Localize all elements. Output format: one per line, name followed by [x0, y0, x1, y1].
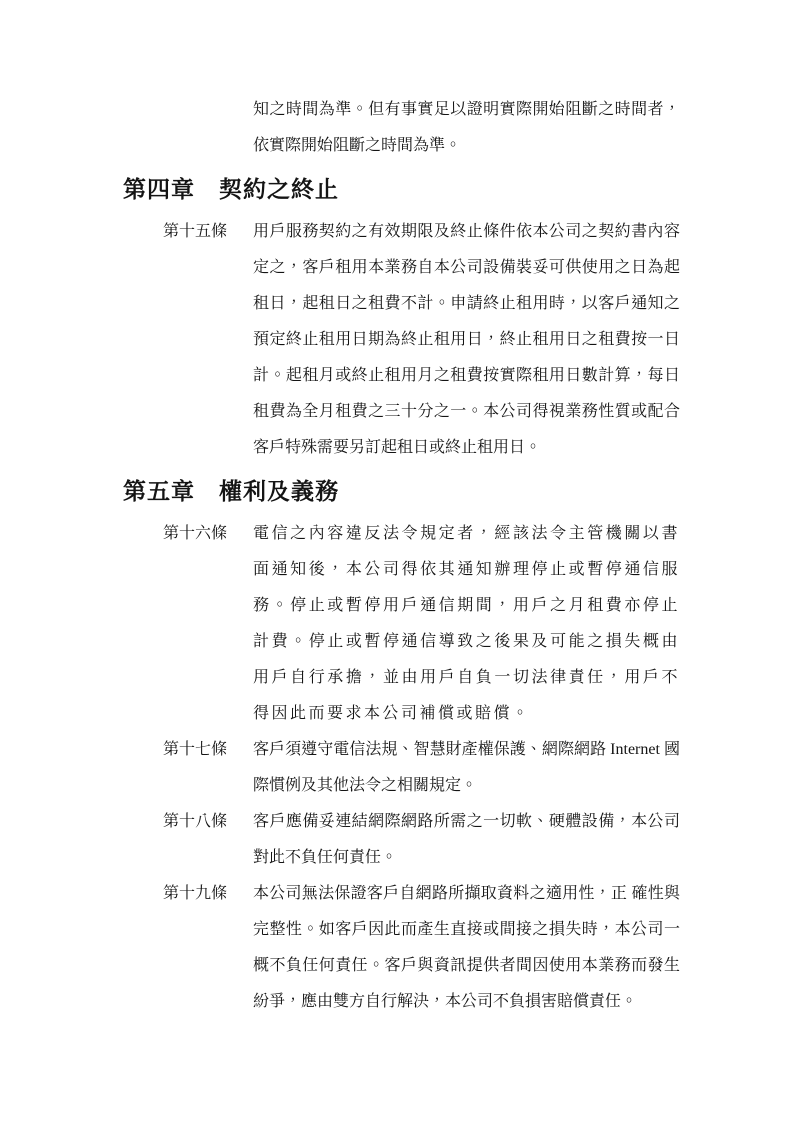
chapter-4-heading: 第四章 契約之終止 [123, 177, 339, 202]
article-17 [0, 732, 797, 804]
article-18 [0, 804, 797, 876]
article-15-number: 第十五條 [163, 223, 228, 240]
article-15-text: 用戶服務契約之有效期限及終止條件依本公司之契約書內容定之，客戶租用本業務自本公司設備裝妥可供使用之日為起租日，起租日之租費不計。申請終止租用時，以客戶通知之預定終止租用日期為終止租用日，終止租用日之租費按一日計。起租月或終止租用月之租費按實際租用日數計算，每日租費為全月租費之三十分之一。本公司得視業務性質或配合客戶特殊需要另訂起租日或終止租用日。 [253, 223, 680, 456]
article-16-number: 第十六條 [163, 525, 228, 542]
article-19-text: 本公司無法保證客戶自網路所擷取資料之適用性，正 確性與完整性。如客戶因此而產生直接或間接之損失時，本公司一概不負任何責任。客戶與資訊提供者間因使用本業務而發生紛爭，應由雙方自行解決，本公司不負損害賠償責任。 [253, 885, 680, 1010]
article-17-number: 第十七條 [163, 741, 228, 758]
chapter-5-heading: 第五章 權利及義務 [123, 479, 339, 504]
article-18-number: 第十八條 [163, 813, 228, 830]
article-19-number: 第十九條 [163, 885, 228, 902]
article-16-text: 電信之內容違反法令規定者，經該法令主管機關以書面通知後，本公司得依其通知辦理停止或暫停通信服務。停止或暫停用戶通信期間，用戶之月租費亦停止計費。停止或暫停通信導致之後果及可能之損失概由用戶自行承擔，並由用戶自負一切法律責任，用戶不得因此而要求本公司補償或賠償。 [253, 525, 680, 722]
article-19 [0, 876, 797, 1020]
continuation-paragraph: 知之時間為準。但有事實足以證明實際開始阻斷之時間者，依實際開始阻斷之時間為準。 [253, 101, 680, 154]
article-17-text: 客戶須遵守電信法規、智慧財產權保護、網際網路 Internet 國際慣例及其他法令之相關規定。 [253, 741, 680, 794]
article-16 [0, 516, 797, 732]
article-18-text: 客戶應備妥連結網際網路所需之一切軟、硬體設備，本公司對此不負任何責任。 [253, 813, 680, 866]
article-15 [0, 214, 797, 466]
